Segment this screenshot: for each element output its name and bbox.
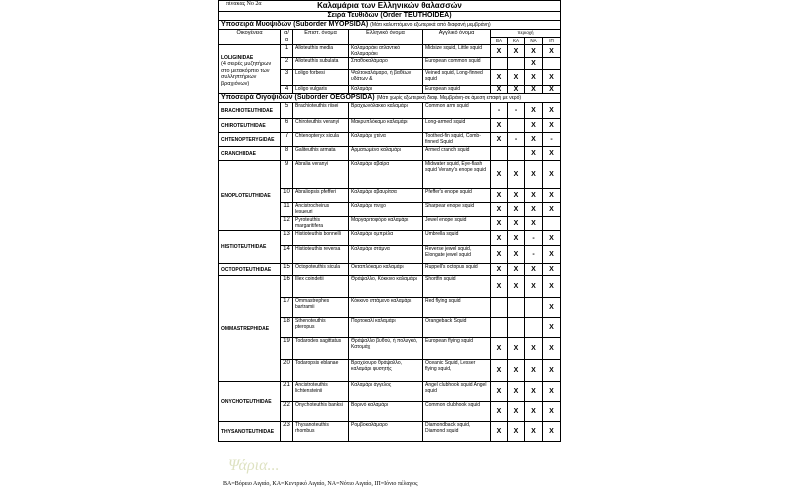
col-scientific: Επιστ. όνομα: [293, 30, 349, 45]
col-region-ka: ΚΑ: [508, 37, 525, 45]
family-cell: HISTIOTEUTHIDAE: [219, 231, 281, 264]
region-mark-na: X: [525, 119, 543, 133]
region-mark-na: X: [525, 45, 543, 58]
region-mark-ka: X: [508, 189, 525, 203]
scientific-name: Ancistroteuthis lichtensteinii: [293, 382, 349, 402]
english-name: Shortfin squid: [423, 276, 491, 298]
scientific-name: Galiteuthis armata: [293, 147, 349, 161]
region-mark-na: X: [525, 402, 543, 422]
scientific-name: Chtenopteryx sicula: [293, 133, 349, 147]
table-row: [219, 45, 561, 58]
english-name: Midsize squid, Little squid: [423, 45, 491, 58]
region-mark-ba: X: [491, 45, 508, 58]
region-mark-ip: X: [543, 86, 561, 94]
region-mark-na: X: [525, 189, 543, 203]
greek-name: Αρματωμένο καλαμάρι: [349, 147, 423, 161]
region-mark-ka: [508, 119, 525, 133]
region-mark-ba: X: [491, 119, 508, 133]
region-mark-ka: -: [508, 103, 525, 119]
region-mark-ip: X: [543, 119, 561, 133]
english-name: European common squid: [423, 58, 491, 70]
table-row: [219, 231, 561, 246]
scientific-name: Todaropsis eblanae: [293, 360, 349, 382]
region-mark-ba: X: [491, 422, 508, 442]
row-number: 9: [281, 161, 293, 189]
region-mark-ka: X: [508, 86, 525, 94]
col-region: περιοχή: [491, 30, 561, 38]
scientific-name: Todarodes sagittatus: [293, 338, 349, 360]
region-mark-ip: X: [543, 45, 561, 58]
region-mark-ba: X: [491, 276, 508, 298]
region-mark-ba: -: [491, 103, 508, 119]
region-mark-ip: X: [543, 382, 561, 402]
row-number: 7: [281, 133, 293, 147]
region-mark-na: X: [525, 161, 543, 189]
row-number: 10: [281, 189, 293, 203]
english-name: European squid: [423, 86, 491, 94]
row-number: 12: [281, 217, 293, 231]
english-name: Ruppell's octopus squid: [423, 264, 491, 276]
region-mark-na: X: [525, 133, 543, 147]
family-cell: THYSANOTEUTHIDAE: [219, 422, 281, 442]
region-mark-ba: X: [491, 382, 508, 402]
scientific-name: Ommastrephes bartramii: [293, 298, 349, 318]
greek-name: Ψαλτοκαλάμαρο, ή βαθέων υδάτων &: [349, 70, 423, 86]
scientific-name: Brachioteuthis riisei: [293, 103, 349, 119]
region-mark-ba: [491, 147, 508, 161]
scientific-name: Abralia veranyi: [293, 161, 349, 189]
region-mark-ka: X: [508, 360, 525, 382]
scientific-name: Illex coindetii: [293, 276, 349, 298]
region-mark-ip: X: [543, 189, 561, 203]
greek-name: Βραχιωνόλακκο καλαμάρι: [349, 103, 423, 119]
region-mark-na: X: [525, 103, 543, 119]
region-mark-ba: X: [491, 231, 508, 246]
region-mark-ba: X: [491, 203, 508, 217]
scientific-name: Onychoteuthis banksi: [293, 402, 349, 422]
greek-name: Σπαθοκαλάμαρο: [349, 58, 423, 70]
row-number: 14: [281, 246, 293, 264]
english-name: Angel clubhook squid Angel squid: [423, 382, 491, 402]
region-mark-ip: X: [543, 298, 561, 318]
row-number: 15: [281, 264, 293, 276]
family-name: LOLIGINIDAE: [221, 55, 254, 61]
region-mark-ip: [543, 58, 561, 70]
squid-table: [218, 0, 561, 442]
region-mark-ip: X: [543, 203, 561, 217]
region-mark-na: X: [525, 217, 543, 231]
row-number: 22: [281, 402, 293, 422]
region-mark-ip: X: [543, 70, 561, 86]
region-mark-na: X: [525, 203, 543, 217]
region-mark-ba: X: [491, 133, 508, 147]
english-name: Veined squid, Long-finned squid: [423, 70, 491, 86]
row-number: 8: [281, 147, 293, 161]
region-mark-na: X: [525, 58, 543, 70]
greek-name: Πορτοκαλί καλαμάρι: [349, 318, 423, 338]
region-mark-ba: X: [491, 217, 508, 231]
greek-name: Θράψαλλο, Κόκκινο καλαμάρι: [349, 276, 423, 298]
family-cell: CHIROTEUTHIDAE: [219, 119, 281, 133]
english-name: Common clubhook squid: [423, 402, 491, 422]
region-mark-ba: X: [491, 86, 508, 94]
region-mark-ip: X: [543, 402, 561, 422]
scientific-name: Loligo forbesi: [293, 70, 349, 86]
region-mark-ba: X: [491, 338, 508, 360]
region-mark-ip: X: [543, 422, 561, 442]
region-legend: ΒΑ=Βόρειο Αιγαίο, ΚΑ=Κεντρικό Αιγαίο, ΝΑ=Νότιο Αιγαίο, ΙΠ=Ιόνιο πέλαγος: [223, 481, 418, 487]
region-mark-na: X: [525, 382, 543, 402]
english-name: Midwater squid, Eye-flash squid Verany's enope squid: [423, 161, 491, 189]
scientific-name: Histioteuthis reversa: [293, 246, 349, 264]
region-mark-na: X: [525, 276, 543, 298]
col-greek: Ελληνικό όνομα: [349, 30, 423, 45]
family-cell: [219, 45, 281, 94]
greek-name: Βραχύουρο θράψαλλο, καλαμάρι φυσητής: [349, 360, 423, 382]
region-mark-ka: [508, 318, 525, 338]
english-name: Jewel enope squid: [423, 217, 491, 231]
scientific-name: Loligo vulgaris: [293, 86, 349, 94]
region-mark-ba: X: [491, 402, 508, 422]
region-mark-ka: X: [508, 161, 525, 189]
region-mark-na: X: [525, 264, 543, 276]
scientific-name: Abraliopsis pfefferi: [293, 189, 349, 203]
region-mark-na: [525, 318, 543, 338]
col-family: Οικογένεια: [219, 30, 281, 45]
region-mark-ip: X: [543, 161, 561, 189]
row-number: 6: [281, 119, 293, 133]
section-myopsida-note: (Μάτι καλυπτόμενο εξωτερικά από διαφανή μεμβράνη): [370, 22, 491, 28]
table-row: [219, 276, 561, 298]
region-mark-ka: [508, 58, 525, 70]
greek-name: Ρομβοκαλάμαρο: [349, 422, 423, 442]
row-number: 2: [281, 58, 293, 70]
family-cell: BRACHIOTEUTHIDAE: [219, 103, 281, 119]
region-mark-ka: X: [508, 422, 525, 442]
region-mark-ba: X: [491, 360, 508, 382]
english-name: Sharpear enope squid: [423, 203, 491, 217]
english-name: Red flying squid: [423, 298, 491, 318]
region-mark-ka: [508, 298, 525, 318]
region-mark-ka: X: [508, 338, 525, 360]
row-number: 11: [281, 203, 293, 217]
greek-name: Καλαμάρι: [349, 86, 423, 94]
region-mark-ka: -: [508, 133, 525, 147]
region-mark-na: X: [525, 338, 543, 360]
table-row: [219, 103, 561, 119]
region-mark-ka: X: [508, 402, 525, 422]
english-name: Pfeffer's enope squid: [423, 189, 491, 203]
row-number: 17: [281, 298, 293, 318]
col-english: Αγγλικό όνομα: [423, 30, 491, 45]
english-name: European flying squid: [423, 338, 491, 360]
region-mark-ba: [491, 58, 508, 70]
scientific-name: Thysanoteuthis rhombus: [293, 422, 349, 442]
species-sheet: [218, 0, 560, 442]
family-cell: CRANCHIIDAE: [219, 147, 281, 161]
greek-name: Θράψαλλο βυθού, ή πολυγκό, Κατομάχ: [349, 338, 423, 360]
english-name: Armed cranch squid: [423, 147, 491, 161]
region-mark-na: X: [525, 422, 543, 442]
region-mark-ka: X: [508, 231, 525, 246]
row-number: 20: [281, 360, 293, 382]
region-mark-na: X: [525, 360, 543, 382]
scientific-name: Sthenoteuthis pteropus: [293, 318, 349, 338]
greek-name: Μακρυπλόκαμο καλαμάρι: [349, 119, 423, 133]
greek-name: Καλαμάρι ομπρέλα: [349, 231, 423, 246]
section-oegopsida-name: Υποσειρά Οιγοψιδών (Suborder OEGOPSIDA): [221, 94, 375, 101]
family-cell: OCTOPOTEUTHIDAE: [219, 264, 281, 276]
region-mark-ba: [491, 298, 508, 318]
english-name: Umbrella squid: [423, 231, 491, 246]
region-mark-ba: [491, 318, 508, 338]
region-mark-ba: X: [491, 70, 508, 86]
region-mark-na: -: [525, 246, 543, 264]
scientific-name: Histioteuthis bonnelli: [293, 231, 349, 246]
family-cell: ONYCHOTEUTHIDAE: [219, 382, 281, 422]
page-title: Καλαμάρια των Ελληνικών θαλασσών: [219, 1, 561, 12]
scientific-name: Alloteuthis subulata: [293, 58, 349, 70]
region-mark-ip: -: [543, 133, 561, 147]
greek-name: Καλαμάρι αβαίρα: [349, 161, 423, 189]
table-row: [219, 133, 561, 147]
scientific-name: Alloteuthis media: [293, 45, 349, 58]
region-mark-ba: X: [491, 264, 508, 276]
table-label: πίνακας Νο 2α: [226, 1, 262, 7]
english-name: Common arm squid: [423, 103, 491, 119]
region-mark-na: -: [525, 231, 543, 246]
region-mark-ip: X: [543, 318, 561, 338]
col-region-ip: ΙΠ: [543, 37, 561, 45]
table-row: [219, 161, 561, 189]
oegopsida-rows: [219, 103, 561, 442]
col-region-ba: ΒΑ: [491, 37, 508, 45]
region-mark-ip: X: [543, 231, 561, 246]
row-number: 23: [281, 422, 293, 442]
english-name: Oceanic Squid, Lesser flying squid,: [423, 360, 491, 382]
table-row: [219, 147, 561, 161]
family-cell: OMMASTREPHIDAE: [219, 276, 281, 382]
row-number: 19: [281, 338, 293, 360]
region-mark-ip: X: [543, 147, 561, 161]
section-oegopsida: [219, 94, 561, 103]
greek-name: Καλαμάρι στάμνα: [349, 246, 423, 264]
row-number: 21: [281, 382, 293, 402]
row-number: 5: [281, 103, 293, 119]
greek-name: Καλαμάρι χτένα: [349, 133, 423, 147]
myopsida-rows: [219, 45, 561, 94]
region-mark-na: [525, 298, 543, 318]
region-mark-ip: X: [543, 264, 561, 276]
english-name: Toothed-fin squid, Comb-finned Squid: [423, 133, 491, 147]
scientific-name: Octopoteuthis sicula: [293, 264, 349, 276]
row-number: 3: [281, 70, 293, 86]
region-mark-ba: X: [491, 189, 508, 203]
region-mark-ka: X: [508, 45, 525, 58]
section-myopsida: [219, 21, 561, 30]
page-subtitle: Σειρά Τευθιδών (Order TEUTHOIDEA): [219, 12, 561, 21]
region-mark-ka: X: [508, 203, 525, 217]
region-mark-ip: [543, 217, 561, 231]
region-mark-ip: X: [543, 276, 561, 298]
watermark: Ψάρια...: [228, 457, 280, 474]
region-mark-ip: X: [543, 103, 561, 119]
region-mark-ka: X: [508, 276, 525, 298]
row-number: 4: [281, 86, 293, 94]
region-mark-na: X: [525, 70, 543, 86]
region-mark-ip: X: [543, 338, 561, 360]
region-mark-ka: X: [508, 246, 525, 264]
region-mark-na: X: [525, 147, 543, 161]
scientific-name: Pyroteuthis margaritifera: [293, 217, 349, 231]
region-mark-na: X: [525, 86, 543, 94]
family-cell: CHTENOPTERYGIDAE: [219, 133, 281, 147]
col-region-na: ΝΑ: [525, 37, 543, 45]
greek-name: Καλαμάρι αβαυρίτσα: [349, 189, 423, 203]
scientific-name: Ancistrocheirus lesueuri: [293, 203, 349, 217]
row-number: 13: [281, 231, 293, 246]
region-mark-ip: X: [543, 246, 561, 264]
region-mark-ba: X: [491, 161, 508, 189]
region-mark-ba: X: [491, 246, 508, 264]
region-mark-ka: X: [508, 264, 525, 276]
greek-name: Οκταπλόκαμο καλαμάρι: [349, 264, 423, 276]
col-no: α/α: [281, 30, 293, 45]
greek-name: Μαργαριτοφόρο καλαμάρι: [349, 217, 423, 231]
table-row: [219, 264, 561, 276]
region-mark-ka: X: [508, 382, 525, 402]
region-mark-ka: X: [508, 217, 525, 231]
greek-name: Καλαμαράκι ατλαντικό Καλαμαράκι: [349, 45, 423, 58]
english-name: Diamondback squid, Diamond squid: [423, 422, 491, 442]
table-row: [219, 382, 561, 402]
scientific-name: Chiroteuthis veranyi: [293, 119, 349, 133]
table-row: [219, 119, 561, 133]
region-mark-ka: [508, 147, 525, 161]
english-name: Orangeback Squid: [423, 318, 491, 338]
greek-name: Καλαμάρι πνιχο: [349, 203, 423, 217]
region-mark-ip: X: [543, 360, 561, 382]
family-note: (4 σειρές μυζητήρων στο μετακόρπιο των συλληπτήριων βραχιόνων): [221, 61, 272, 87]
section-oegopsida-note: (Μάτι χωρίς εξωτερική διαφ. Μεμβράνη-σε άμεση επαφή με νερό): [376, 95, 522, 101]
greek-name: Καλαμάρι άγγελος: [349, 382, 423, 402]
row-number: 18: [281, 318, 293, 338]
row-number: 1: [281, 45, 293, 58]
english-name: Long-armed squid: [423, 119, 491, 133]
row-number: 16: [281, 276, 293, 298]
section-myopsida-name: Υποσειρά Μυοψιδών (Suborder MYOPSIDA): [221, 21, 369, 28]
greek-name: Κόκκινο ιπτάμενο καλαμάρι: [349, 298, 423, 318]
table-row: [219, 422, 561, 442]
family-cell: ENOPLOTEUTHIDAE: [219, 161, 281, 231]
greek-name: Βορινό καλαμάρι: [349, 402, 423, 422]
region-mark-ka: X: [508, 70, 525, 86]
english-name: Reverse jewel squid, Elongate jewel squid: [423, 246, 491, 264]
